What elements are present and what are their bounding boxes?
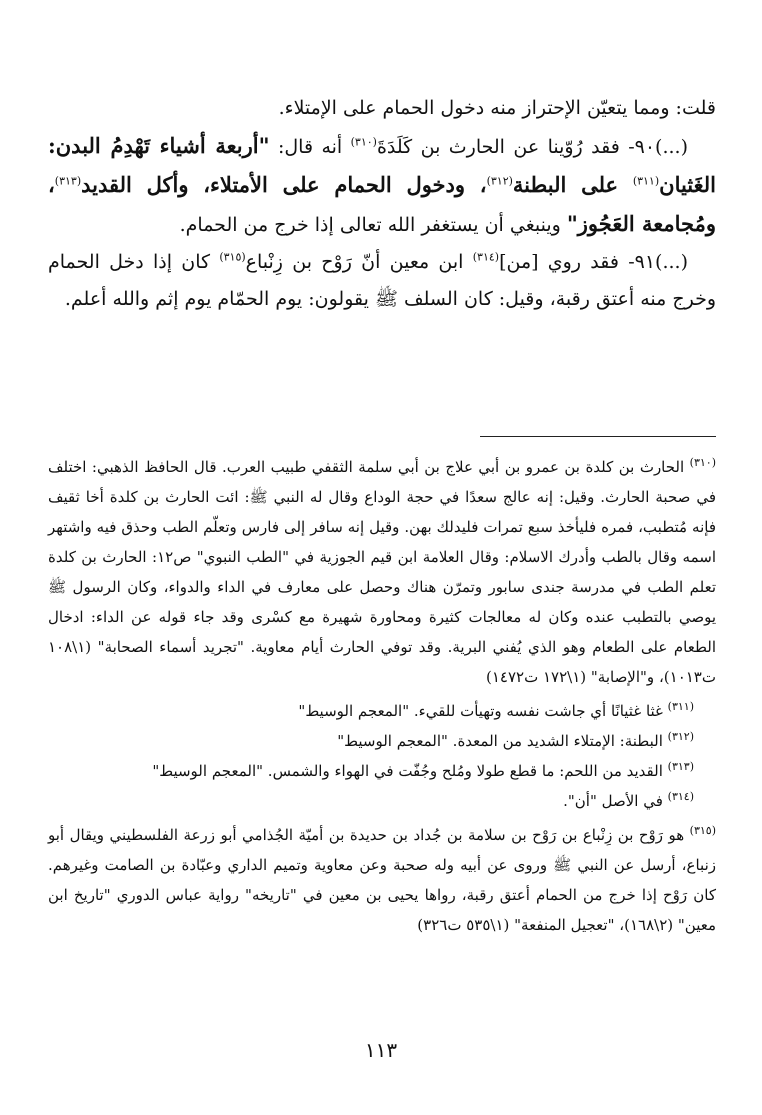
paragraph-1-text: قلت: ومما يتعيّن الإحتراز منه دخول الحمام على الإمتلاء.	[278, 97, 716, 119]
footnote-number: (٣١١)	[667, 700, 694, 713]
paragraph-91-mid: ابن معين أنّ رَوْح بن زِنْباع	[245, 251, 473, 273]
page-number: ١١٣	[364, 1038, 398, 1062]
footnote-number: (٣١٥)	[689, 824, 716, 837]
footnote-number: (٣١٢)	[667, 730, 694, 743]
footnote-number: (٣١٠)	[689, 456, 716, 469]
paragraph-90-mid: أنه قال:	[269, 136, 351, 158]
footnote-text: هو رَوْح بن زِنْباع بن رَوْح بن سلامة بن جُداد بن حديدة بن أميّة الجُذامي أبو زرعة الفلسطيني ويقال أبو زنباع، أرسل عن النبي ﷺ وروى عن أبيه وله صحبة وعن معاوية وتميم الداري وعبّادة بن الصامت وغيرهم. كان رَوْح إذا خرج من الحمام أعتق رقبة، رواها يحيى بن معين في "تاريخه" رواية عباس الدوري "تاريخ ابن معين" (٢\١٦٨)، "تعجيل المنفعة" (١\٥٣٥ ت٣٢٦)	[48, 826, 716, 934]
paragraph-90-lead: (...)٩٠- فقد رُوّينا عن الحارث بن كَلَدَةَ	[376, 136, 688, 158]
footnote-310	[48, 452, 716, 692]
footnotes	[48, 452, 716, 940]
paragraph-90-tail: وينبغي أن يستغفر الله تعالى إذا خرج من الحمام.	[179, 214, 567, 236]
footnote-ref-312[interactable]: (٣١٢)	[486, 174, 513, 188]
footnote-311	[48, 696, 716, 726]
footnote-313	[48, 756, 716, 786]
paragraph-91-lead: (...)٩١- فقد روي [من]	[499, 251, 688, 273]
quote-part-4: ، ومُجامعة العَجُوز"	[48, 172, 716, 236]
footnote-314	[48, 786, 716, 816]
paragraph-91	[48, 244, 716, 318]
quote-part-3: ، ودخول الحمام على الأمتلاء، وأكل القديد	[81, 172, 487, 197]
footnote-number: (٣١٣)	[667, 760, 694, 773]
footnote-text: القديد من اللحم: ما قطع طولا ومُلح وجُفّت في الهواء والشمس. "المعجم الوسيط"	[152, 762, 663, 780]
footnote-number: (٣١٤)	[667, 790, 694, 803]
footnote-312	[48, 726, 716, 756]
paragraph-91-tail: كان إذا دخل الحمام وخرج منه أعتق رقبة، وقيل: كان السلف ﷺ يقولون: يوم الحمّام يوم إثم والله أعلم.	[48, 251, 716, 310]
footnote-ref-315[interactable]: (٣١٥)	[219, 250, 246, 264]
paragraph-90	[48, 127, 716, 244]
footnote-text: الحارث بن كلدة بن عمرو بن أبي علاج بن أبي سلمة الثقفي طبيب العرب. قال الحافظ الذهبي: اختلف في صحبة الحارث. وقيل: إنه عالج سعدًا في حجة الوداع وقال له النبي ﷺ: ائت الحارث بن كلدة أخا ثقيف فإنه مُتطبب، فمره فليأخذ سبع تمرات فليدلك بهن. وقيل إنه سافر إلى فارس وتعلّم الطب وحذق فيه واشتهر اسمه وقال بالطب وأدرك الاسلام: وقال العلامة ابن قيم الجوزية في "الطب النبوي" ص١٢: الحارث بن كلدة تعلم الطب في مدرسة جندى سابور وتمرّن هناك وحصل على معارف في الداء والدواء، وكان الرسول ﷺ يوصي بالتطبب عنده وكان له معالجات كثيرة ومحاورة شهيرة مع كسْرى وقد جاء قوله عن الداء: ادخال الطعام على الطعام وهو الذي يُفني البرية. وقد توفي الحارث أيام معاوية. "تجريد أسماء الصحابة" (١\١٠٨ ت١٠١٣)، و"الإصابة" (١\١٧٢ ت١٤٧٢)	[48, 458, 716, 686]
footnote-ref-314[interactable]: (٣١٤)	[472, 250, 500, 264]
footnote-text: في الأصل "أن".	[563, 792, 663, 810]
main-text	[48, 90, 716, 318]
quote-part-2: على البطنة	[512, 172, 633, 197]
footnote-divider	[480, 436, 716, 437]
quote-part-1: "أربعة أشياء تَهْدِمُ البدن: الغَثيان	[48, 133, 716, 197]
footnote-ref-311[interactable]: (٣١١)	[632, 174, 660, 188]
paragraph-1	[48, 90, 716, 127]
footnote-text: البطنة: الإمتلاء الشديد من المعدة. "المعجم الوسيط"	[337, 732, 663, 750]
footnote-text: غثا غثيانًا أي جاشت نفسه وتهيأت للقيء. "المعجم الوسيط"	[298, 702, 663, 720]
footnote-315	[48, 820, 716, 940]
footnote-ref-313[interactable]: (٣١٣)	[54, 174, 82, 188]
footnote-ref-310[interactable]: (٣١٠)	[350, 135, 377, 149]
